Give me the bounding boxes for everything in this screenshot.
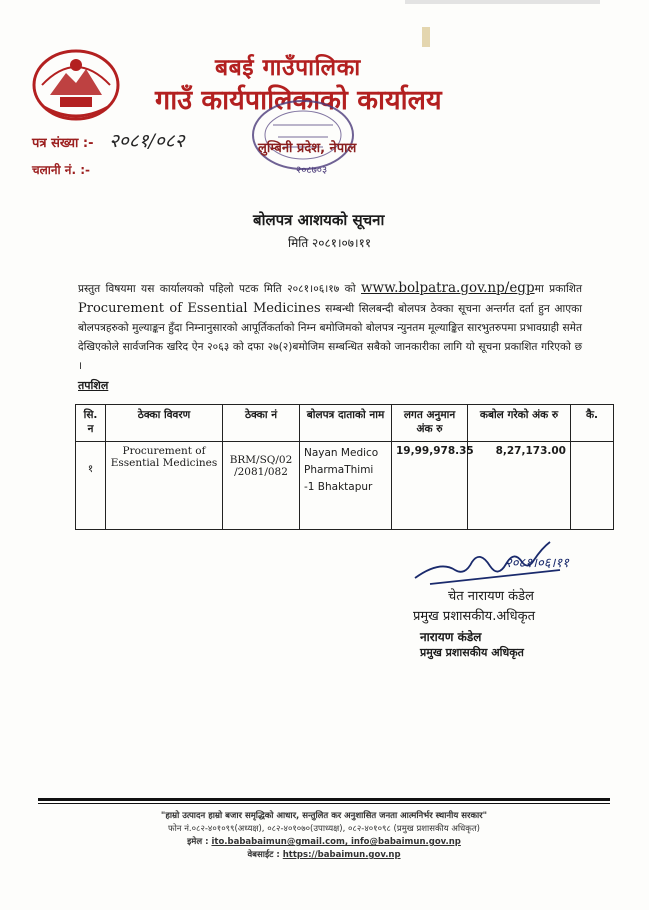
body-text-part3: सम्बन्धी सिलबन्दी बोलपत्र ठेक्का सूचना अन्तर्गत दर्ता हुन आएका बोलपत्रहरुको मुल्याङ्कन हुँदा निम्नानुसारको आपूर्तिकर्ताको निम्न बमोजिमको बोलपत्र न्युनतम मूल्याङ्कित सारभुतरुपमा प्रभावग्राही समेत देखिएकोले सार्वजनिक खरिद ऐन २०६३ को दफा २७(२)बमोजिम सम्बन्धित सबैको जानकारीका लागि यो सूचना प्रकाशित गरिएको छ । (78, 303, 583, 372)
item-name: Procurement of Essential Medicines (78, 301, 321, 316)
header-remarks: कै. (571, 405, 614, 442)
cell-bid-amount: 8,27,173.00 (468, 442, 571, 530)
footer-email-link[interactable]: ito.bababaimun@gmail.com, info@babaimun.gov.np (211, 837, 461, 847)
cell-remarks (571, 442, 614, 530)
notice-title: बोलपत्र आशयको सूचना (253, 211, 385, 229)
scan-artifact (422, 27, 430, 47)
details-label: तपशिल (78, 379, 109, 392)
footer-divider (38, 803, 610, 804)
notice-body (78, 279, 582, 376)
signatory-title: प्रमुख प्रशासकीय.अधिकृत (413, 609, 536, 624)
footer-email (38, 836, 610, 847)
header-contract-no: ठेक्का नं (223, 405, 300, 442)
cell-description: Procurement of Essential Medicines (106, 442, 223, 530)
body-text-part2: मा प्रकाशित (534, 283, 583, 295)
signatory-name: चेत नारायण कंडेल (448, 589, 534, 604)
cell-estimate: 19,99,978.35 (392, 442, 468, 530)
signatory-name-stamp: नारायण कंडेल (420, 630, 482, 644)
header-bidder: बोलपत्र दाताको नाम (300, 405, 392, 442)
office-address: लुम्बिनी प्रदेश, नेपाल (258, 141, 357, 156)
cell-sn: १ (76, 442, 106, 530)
dispatch-number-label: चलानी नं. :- (32, 163, 90, 177)
table-row (76, 442, 614, 530)
header-description: ठेक्का विवरण (106, 405, 223, 442)
org-name-line1: बबई गाउँपालिका (215, 55, 361, 81)
footer-motto: "हाम्रो उत्पादन हाम्रो बजार समृद्धिको आधार, सन्तुलित कर अनुशासित जनता आत्मनिर्भर स्थानीय सरकार" (160, 811, 488, 821)
reference-number-value: २०८१/०८२ (109, 130, 185, 152)
details-table (75, 404, 614, 530)
footer-email-label: इमेल : (187, 837, 209, 847)
footer-website (38, 849, 610, 860)
org-name-line2: गाउँ कार्यपालिकाको कार्यालय (155, 85, 442, 116)
footer-divider (38, 798, 610, 801)
bolpatra-link[interactable]: www.bolpatra.gov.np/egp (361, 280, 535, 296)
header-sn: सि. न (76, 405, 106, 442)
footer-website-label: वेबसाईट : (247, 850, 280, 860)
table-header-row (76, 405, 614, 442)
reference-number-label: पत्र संख्या :- (32, 136, 94, 151)
cell-contract-no: BRM/SQ/02 /2081/082 (223, 442, 300, 530)
nepal-emblem-icon (30, 45, 122, 123)
header-estimate: लगत अनुमान अंक रु (392, 405, 468, 442)
signatory-title-stamp: प्रमुख प्रशासकीय अधिकृत (420, 646, 524, 659)
body-text-part1: प्रस्तुत विषयमा यस कार्यालयको पहिलो पटक मिति २०८१।०६।१७ को (78, 283, 361, 295)
header-bid-amount: कबोल गरेको अंक रु (468, 405, 571, 442)
cell-bidder: Nayan Medico PharmaThimi -1 Bhaktapur (300, 442, 392, 530)
notice-date: मिति २०८१।०७।११ (288, 236, 372, 250)
scan-artifact (405, 0, 600, 4)
stamp-number: २०८७०३ (296, 165, 328, 176)
footer-website-link[interactable]: https://babaimun.gov.np (282, 850, 401, 860)
footer-phone: फोन नं.०८२-४०१०९९(अध्यक्ष), ०८२-४०१०७०(उपाध्यक्ष), ०८२-४०१०९८ (प्रमुख प्रशासकीय अधिकृत) (168, 824, 480, 834)
signature-date: २०८१।०६।११ (505, 556, 569, 571)
